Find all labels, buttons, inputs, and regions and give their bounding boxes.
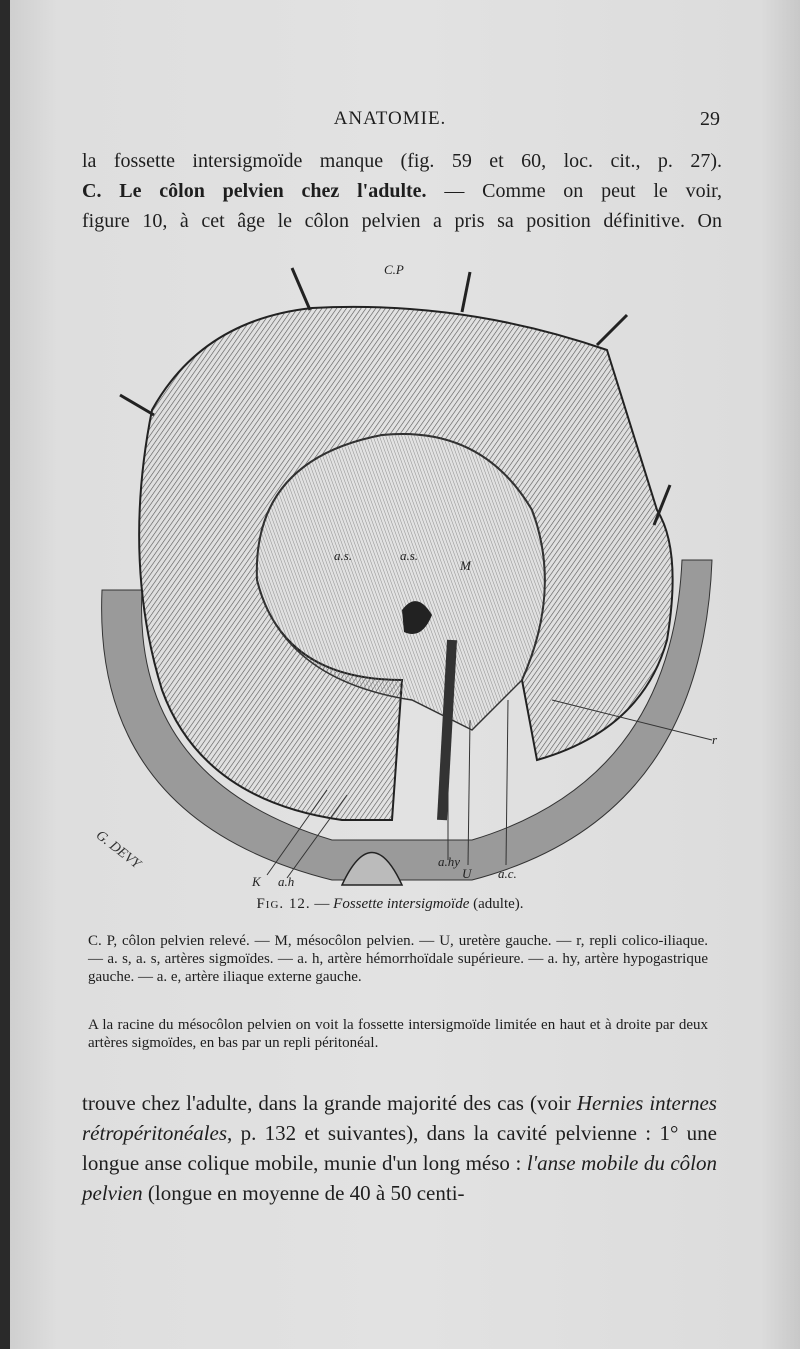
figure-number: Fig. 12. [256,896,311,912]
label-k: K [252,874,261,889]
page-number: 29 [700,108,720,130]
anatomical-illustration [82,260,722,890]
caption-suffix: (adulte). [469,896,524,912]
label-ah: a.h [278,874,295,889]
label-ahy: a.hy [438,854,461,869]
book-page [10,0,800,1349]
body-italic-2: l'anse mobile du côlon pelvien [82,1151,718,1205]
running-title: ANATOMIE. [333,108,447,129]
label-ac: a.c. [498,866,517,881]
body-text-2: , p. 132 et suivantes), dans la cavité pelvienne : 1° une longue anse colique mobile, munie d'un long méso : [82,1121,717,1175]
figure-legend-2: A la racine du mésocôlon pelvien on voit la fossette intersigmoïde limitée en haut et à droite par deux artères sigmoïdes, en bas par un repli péritonéal. [88,1017,708,1051]
label-r: r [712,732,718,747]
label-u: U [462,866,472,881]
body-paragraph [82,1088,717,1208]
engraver-signature: G. DEVY [92,828,144,872]
page-header [10,108,800,138]
intro-line-1: la fossette intersigmoïde manque (fig. 59 et 60, loc. cit., p. 27). [82,150,722,172]
figure-legend-1: C. P, côlon pelvien relevé. — M, mésocôlon pelvien. — U, uretère gauche. — r, repli colico-iliaque. — a. s, a. s, artères sigmoïdes. — a. h, artère hémorrhoïdale supérieure. — a. hy, artère hypogastrique gauche. — a. e, artère iliaque externe gauche. [88,933,708,985]
label-cp: C.P [384,262,404,277]
label-as-2: a.s. [400,548,419,563]
colon-engraving [82,260,722,890]
body-text-3: (longue en moyenne de 40 à 50 centi- [142,1181,465,1205]
label-as-1: a.s. [334,548,353,563]
body-text-1: trouve chez l'adulte, dans la grande majorité des cas (voir [82,1091,577,1115]
caption-dash: — [310,896,334,912]
body-italic-1: Hernies internes rétropéritonéales [82,1091,717,1145]
section-title: C. Le côlon pelvien chez l'adulte. [82,180,427,202]
intro-line-2 [82,176,722,206]
label-m: M [460,558,471,573]
intro-line-3: figure 10, à cet âge le côlon pelvien a pris sa position définitive. On [82,210,722,232]
figure-title: Fossette intersigmoïde [333,896,470,912]
figure-caption [10,896,770,913]
intro-line-2-rest: — Comme on peut le voir, [426,180,722,202]
